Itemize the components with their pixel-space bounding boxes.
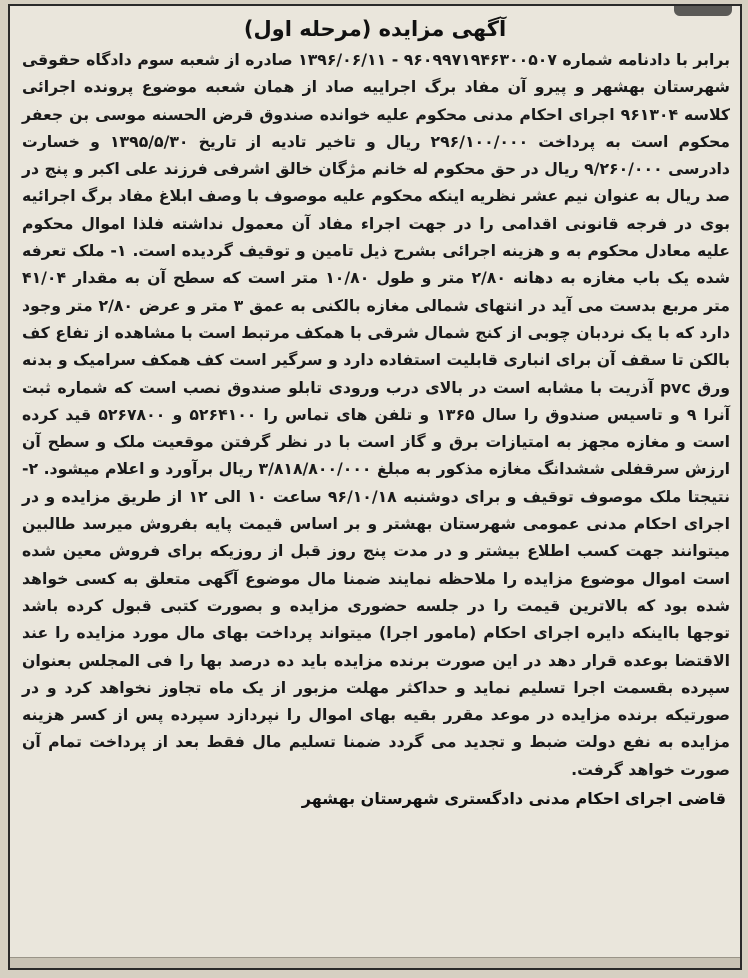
page-bottom-edge — [10, 957, 740, 968]
torn-corner-mark — [674, 4, 732, 16]
newspaper-clipping — [8, 4, 742, 970]
notice-signature: قاضی اجرای احکام مدنی دادگستری شهرستان بهشهر — [301, 789, 726, 809]
notice-title: آگهی مزایده (مرحله اول) — [243, 17, 507, 41]
notice-body: برابر با دادنامه شماره ۹۶۰۹۹۷۱۹۴۶۳۰۰۵۰۷ - ۱۳۹۶/۰۶/۱۱ صادره از شعبه سوم دادگاه حقوقی شهرستان بهشهر و پیرو آن مفاد برگ اجراییه صاد از همان شعبه موضوع پرونده اجرائی کلاسه ۹۶۱۳۰۴ اجرای احکام مدنی محکوم علیه خوانده صندوق قرض الحسنه موسی بن جعفر محکوم است به پرداخت ۲۹۶/۱۰۰/۰۰۰ ریال و تاخیر تادیه از تاریخ ۱۳۹۵/۵/۳۰ و خسارت دادرسی ۹/۲۶۰/۰۰۰ ریال در حق محکوم له خانم مژگان خالق اشرفی فرزند علی اکبر و پنج در صد ریال به عنوان نیم عشر نظریه اینکه محکوم علیه موصوف با وصف ابلاغ مفاد برگ اجرائیه بوی در فرجه قانونی اقدامی را در جهت اجراء مفاد آن معمول نداشته فلذا اموال محکوم علیه معادل محکوم به و هزینه اجرائی بشرح ذیل تامین و توقیف گردیده است. ۱- ملک تعرفه شده یک باب مغازه به دهانه ۲/۸۰ متر و طول ۱۰/۸۰ متر است که سطح آن به مقدار ۴۱/۰۴ متر مربع بدست می آید در انتهای شمالی مغازه بالکنی به عمق ۳ متر و عرض ۲/۸۰ متر وجود دارد که با یک نردبان چوبی از کنج شمال شرقی با همکف مرتبط است با مشاهده از تفاع کف بالکن تا سقف آن برای انباری قابلیت استفاده دارد و سرگیر است کف همکف سرامیک و بدنه ورق pvc آذریت با مشابه است در بالای درب ورودی تابلو صندوق نصب است که شماره ثبت آنرا ۹ و تاسیس صندوق را سال ۱۳۶۵ و تلفن های تماس را ۵۲۶۴۱۰۰ و ۵۲۶۷۸۰۰ قید کرده است و مغازه مجهز به امتیازات برق و گاز است با در نظر گرفتن موقعیت ملک و سطح آن ارزش سرقفلی ششدانگ مغازه مذکور به مبلغ ۳/۸۱۸/۸۰۰/۰۰۰ ریال برآورد و اعلام میشود. ۲- نتیجتا ملک موصوف توقیف و برای دوشنبه ۹۶/۱۰/۱۸ ساعت ۱۰ الی ۱۲ از طریق مزایده و در اجرای احکام مدنی عمومی شهرستان بهشتر و بر اساس قیمت پایه بفروش میرسد طالبین میتوانند جهت کسب اطلاع بیشتر و در مدت پنج روز قبل از روزیکه برای فروش معین شده است اموال موضوع مزایده را ملاحظه نمایند ضمنا مال موضوع آگهی متعلق به کسی خواهد شده بود که بالاترین قیمت را در جلسه حضوری مزایده و بصورت کتبی قبول کرده باشد توجها بااینکه دایره اجرای احکام (مامور اجرا) میتواند پرداخت بهای مال مورد مزایده را عند الاقتضا بوعده قرار دهد در این صورت برنده مزایده باید ده درصد بها را فی المجلس بعنوان سپرده بقسمت اجرا تسلیم نماید و حداکثر مهلت مزبور از یک ماه تجاوز نخواهد کرد و در صورتیکه برنده مزایده در موعد مقرر بقیه بهای اموال را نپردازد سپرده پس از کسر هزینه مزایده به نفع دولت ضبط و تجدید می گردد ضمنا تسلیم مال فقط بعد از پرداخت تمام آن صورت خواهد گرفت. — [22, 50, 731, 779]
